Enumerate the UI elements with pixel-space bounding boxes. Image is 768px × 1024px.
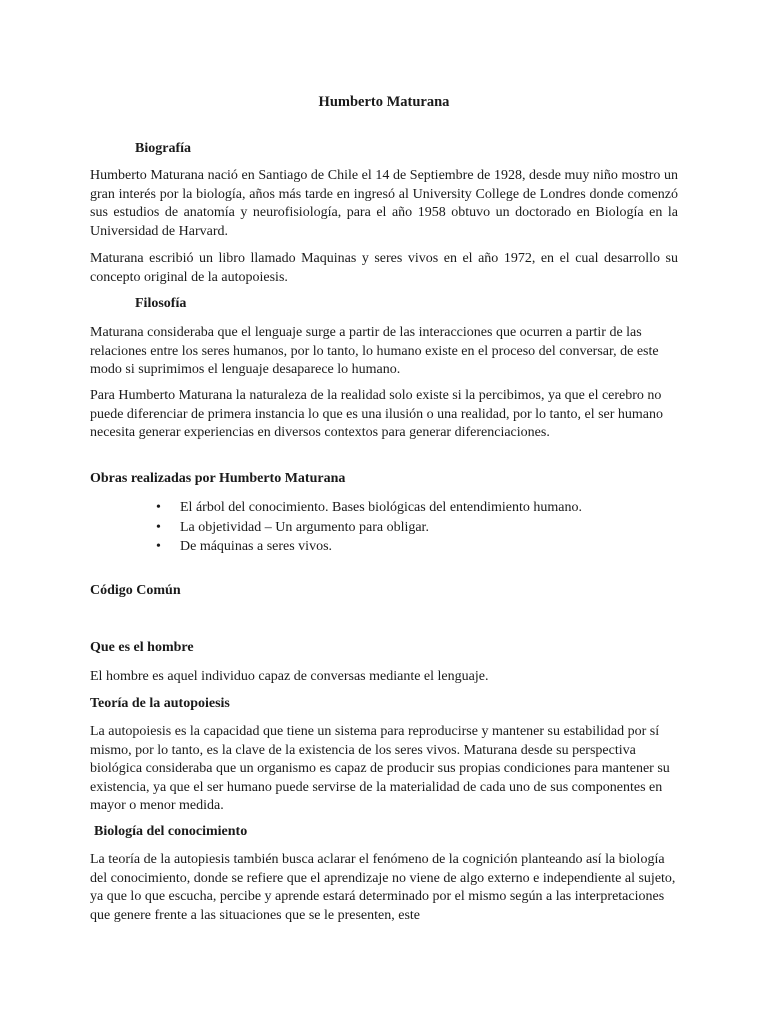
list-item: • El árbol del conocimiento. Bases biológicas del entendimiento humano. — [156, 498, 582, 518]
list-item: • De máquinas a seres vivos. — [156, 537, 582, 557]
paragraph-biologia-conocimiento: La teoría de la autopiesis también busca aclarar el fenómeno de la cognición planteando así la biología del conocimiento, donde se refiere que el aprendizaje no viene de algo externo e independiente al sujeto, ya que lo que escucha, percibe y aprende estará determinado por el mismo según a las interpretaciones que genere frente a las situaciones que se le presenten, este — [90, 852, 676, 923]
heading-que-es-el-hombre: Que es el hombre — [90, 640, 194, 655]
heading-codigo-comun: Código Común — [90, 583, 181, 598]
obras-list — [156, 498, 582, 557]
document-title: Humberto Maturana — [318, 94, 450, 110]
heading-obras: Obras realizadas por Humberto Maturana — [90, 471, 346, 486]
paragraph-autopoiesis: La autopoiesis es la capacidad que tiene un sistema para reproducirse y mantener su estabilidad por sí mismo, por lo tanto, es la clave de la existencia de los seres vivos. Maturana desde su perspectiva biológica consideraba que un organismo es capaz de producir sus propias condiciones para mantener su existencia, ya que el ser humano puede servirse de la materialidad de cada uno de sus componentes en mayor o menor medida. — [90, 724, 670, 813]
paragraph-hombre: El hombre es aquel individuo capaz de conversas mediante el lenguaje. — [90, 669, 489, 684]
paragraph-biografia-1: Humberto Maturana nació en Santiago de Chile el 14 de Septiembre de 1928, desde muy niño mostro un gran interés por la biología, años más tarde en ingresó al University College de Londres donde comenzó sus estudios de anatomía y neurofisiología, para el año 1958 obtuvo un doctorado en Biología en la Universidad de Harvard. — [90, 168, 678, 239]
heading-filosofia: Filosofía — [135, 296, 187, 311]
list-item: • La objetividad – Un argumento para obligar. — [156, 518, 582, 538]
paragraph-biografia-2: Maturana escribió un libro llamado Maquinas y seres vivos en el año 1972, en el cual desarrollo su concepto original de la autopoiesis. — [90, 251, 678, 285]
paragraph-filosofia-1: Maturana consideraba que el lenguaje surge a partir de las interacciones que ocurren a partir de las relaciones entre los seres humanos, por lo tanto, lo humano existe en el proceso del conversar, de este modo si suprimimos el lenguaje desaparece lo humano. — [90, 325, 659, 377]
heading-biografia: Biografía — [135, 141, 191, 156]
heading-biologia-conocimiento: Biología del conocimiento — [94, 824, 248, 839]
heading-autopoiesis: Teoría de la autopoiesis — [90, 696, 230, 711]
paragraph-filosofia-2: Para Humberto Maturana la naturaleza de la realidad solo existe si la percibimos, ya que el cerebro no puede diferenciar de primera instancia lo que es una ilusión o una realidad, por lo tanto, el ser humano necesita generar experiencias en diversos contextos para generar diferenciaciones. — [90, 388, 664, 440]
